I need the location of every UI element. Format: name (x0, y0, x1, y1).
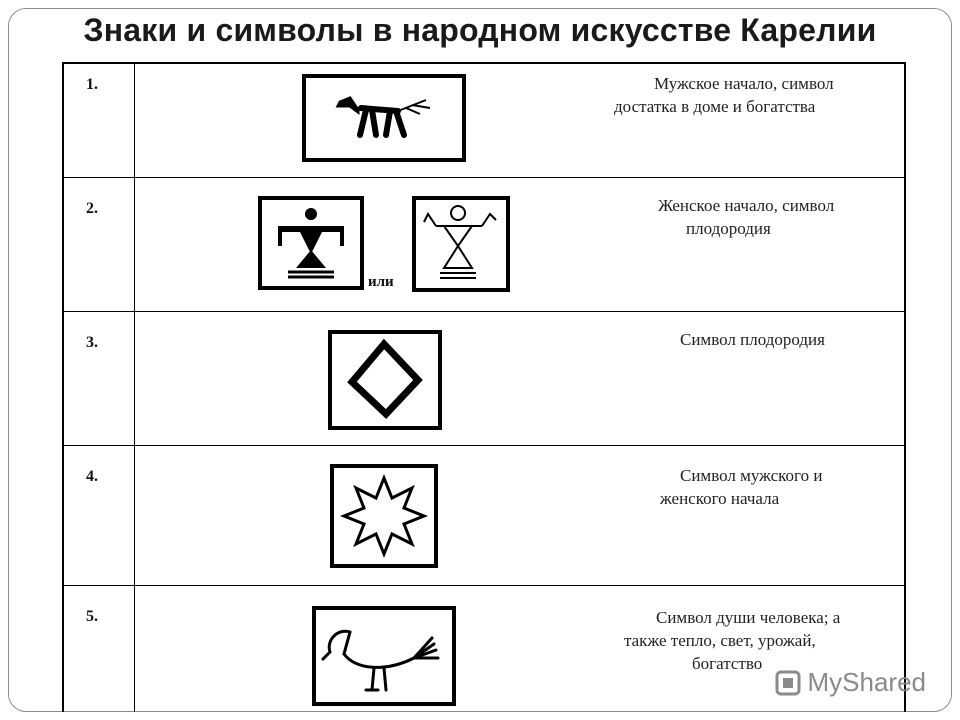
description-line: достатка в доме и богатства (614, 97, 816, 116)
row-number: 3. (86, 334, 98, 351)
table-row (64, 446, 904, 586)
row-description (680, 328, 825, 351)
row-number: 2. (86, 200, 98, 217)
rhombus-icon (328, 330, 442, 430)
description-line: Символ души человека; а (656, 608, 841, 627)
watermark (774, 667, 927, 698)
row-number: 4. (86, 468, 98, 485)
horse-icon (302, 74, 466, 162)
row-description (658, 194, 834, 240)
symbols-table (62, 62, 906, 712)
row-number: 5. (86, 608, 98, 625)
watermark-text: MyShared (807, 667, 926, 697)
row-description (660, 464, 822, 510)
description-line: Женское начало, символ (658, 196, 835, 215)
female-figure-outline-icon (412, 196, 510, 292)
description-line: женского начала (660, 489, 780, 508)
description-line: плодородия (686, 219, 771, 238)
myshared-logo-icon (774, 669, 802, 697)
row-description (624, 606, 840, 675)
female-figure-icon (258, 196, 364, 290)
description-line: также тепло, свет, урожай, (624, 631, 816, 650)
bird-icon (312, 606, 456, 706)
table-row (64, 178, 904, 312)
description-line: богатство (692, 654, 763, 673)
description-line: Символ плодородия (680, 330, 825, 349)
row-number: 1. (86, 76, 98, 93)
table-row (64, 64, 904, 178)
slide-title: Знаки и символы в народном искусстве Карелии (83, 12, 877, 48)
description-line: Мужское начало, символ (654, 74, 834, 93)
table-row (64, 312, 904, 446)
eight-point-star-icon (330, 464, 438, 568)
description-line: Символ мужского и (680, 466, 823, 485)
row-description (614, 72, 834, 118)
or-label: или (368, 274, 394, 290)
